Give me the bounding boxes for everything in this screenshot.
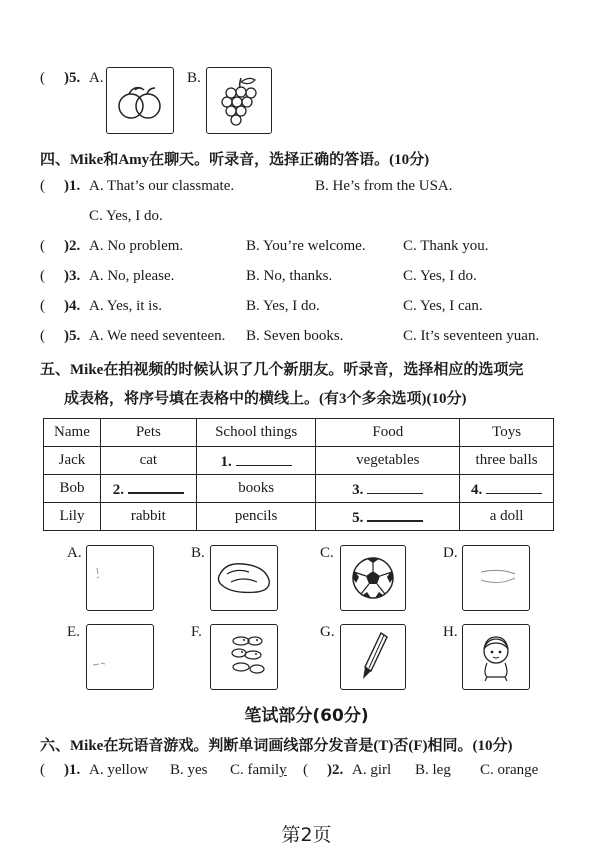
section5-title-line2: 成表格，将序号填在表格中的横线上。(有3个多余选项)(10分) [64,391,467,407]
s6-q1-option-b: B. yes [170,762,208,778]
table-cell: a doll [460,503,554,531]
s6-q1-number: )1. [64,762,81,778]
q5-number: )5. [64,70,81,86]
table-cell: Lily [44,503,101,531]
s4-q1-number: )1. [64,178,81,194]
table-header-cell: Toys [460,419,554,447]
word-part: e [531,762,539,778]
answer-blank[interactable] [367,506,423,522]
q5-option-b-label: B. [187,70,201,86]
section6-title: 六、Mike在玩语音游戏。判断单词画线部分发音是(T)否(F)相同。(10分) [40,738,513,754]
s4-q2-number: )2. [64,238,81,254]
fish-icon [210,624,278,690]
table-cell: vegetables [316,447,460,475]
faint-scribble-icon [86,545,154,611]
option-e-label: E. [67,624,80,640]
grapes-icon [206,67,272,134]
s4-q5-option-a: A. We need seventeen. [89,328,226,344]
option-h-label: H. [443,624,458,640]
table-row [44,475,554,503]
table-cell-blank[interactable] [316,475,460,503]
word-part: irl [377,762,392,778]
option-d-label: D. [443,545,458,561]
option-g-label: G. [320,624,335,640]
word-part: C. famil [230,762,280,778]
table-row [44,447,554,475]
table-cell-blank[interactable] [316,503,460,531]
s4-q4-number: )4. [64,298,81,314]
oranges-icon [106,67,174,134]
s6-q1-paren: ( [40,762,45,778]
table-header-cell: Pets [100,419,196,447]
s4-q3-paren: ( [40,268,45,284]
section4-title: 四、Mike和Amy在聊天。听录音，选择正确的答语。(10分) [40,152,430,168]
s4-q3-number: )3. [64,268,81,284]
blank-number: 1. [220,453,232,470]
q5-option-a-label: A. [89,70,104,86]
s4-q4-option-c: C. Yes, I can. [403,298,483,314]
s4-q1-option-c: C. Yes, I do. [89,208,163,224]
table-header-cell: Name [44,419,101,447]
word-part: A. [352,762,371,778]
answer-blank[interactable] [128,478,184,494]
soccer-ball-icon [340,545,406,611]
section5-title-line1: 五、Mike在拍视频的时候认识了几个新朋友。听录音，选择相应的选项完 [40,362,524,378]
table-cell: cat [100,447,196,475]
option-b-label: B. [191,545,205,561]
s4-q5-number: )5. [64,328,81,344]
table-cell: books [196,475,316,503]
table-header-cell: Food [316,419,460,447]
pen-icon [340,624,406,690]
friends-table [43,418,554,531]
table-cell: three balls [460,447,554,475]
option-f-label: F. [191,624,202,640]
s4-q5-option-b: B. Seven books. [246,328,344,344]
answer-blank[interactable] [367,479,423,494]
s6-q2-option-c [480,762,538,779]
table-cell-blank[interactable] [100,475,196,503]
underlined-letter: y [279,762,287,778]
s6-q1-option-c [230,762,287,779]
s6-q1-option-a: A. yellow [89,762,149,778]
s4-q3-option-c: C. Yes, I do. [403,268,477,284]
table-header-row [44,419,554,447]
underlined-letter: g [524,762,532,778]
doll-icon [462,624,530,690]
answer-blank[interactable] [236,451,292,466]
s4-q2-paren: ( [40,238,45,254]
option-c-label: C. [320,545,334,561]
blank-number: 4. [470,481,483,498]
underlined-letter: g [370,762,378,778]
q5-paren: ( [40,70,45,86]
faint-scribble-icon [86,624,154,690]
s6-q2-option-b: B. leg [415,762,451,778]
page-number: 第2页 [281,824,332,846]
s4-q4-paren: ( [40,298,45,314]
written-section-heading: 笔试部分(60分) [244,706,369,726]
table-cell: Jack [44,447,101,475]
bread-icon [210,545,278,611]
table-cell-blank[interactable] [460,475,554,503]
s4-q1-paren: ( [40,178,45,194]
s4-q5-option-c: C. It’s seventeen yuan. [403,328,540,344]
s4-q1-option-b: B. He’s from the USA. [315,178,453,194]
blank-number: 2. [112,482,124,498]
s6-q2-option-a [352,762,391,779]
s4-q4-option-a: A. Yes, it is. [89,298,162,314]
s6-q2-paren: ( [303,762,308,778]
faint-sketch-icon [462,545,530,611]
table-row [44,503,554,531]
s4-q4-option-b: B. Yes, I do. [246,298,320,314]
s4-q5-paren: ( [40,328,45,344]
s4-q2-option-c: C. Thank you. [403,238,489,254]
table-cell: rabbit [100,503,196,531]
s4-q1-option-a: A. That’s our classmate. [89,178,235,194]
s4-q2-option-a: A. No problem. [89,238,184,254]
s4-q3-option-b: B. No, thanks. [246,268,333,284]
s6-q2-number: )2. [327,762,344,778]
s4-q3-option-a: A. No, please. [89,268,175,284]
option-a-label: A. [67,545,82,561]
table-header-cell: School things [196,419,316,447]
blank-number: 3. [352,481,364,498]
table-cell: Bob [44,475,101,503]
s4-q2-option-b: B. You’re welcome. [246,238,366,254]
table-cell-blank[interactable] [196,447,316,475]
word-part: C. oran [480,762,525,778]
answer-blank[interactable] [486,479,542,494]
blank-number: 5. [352,510,364,526]
table-cell: pencils [196,503,316,531]
